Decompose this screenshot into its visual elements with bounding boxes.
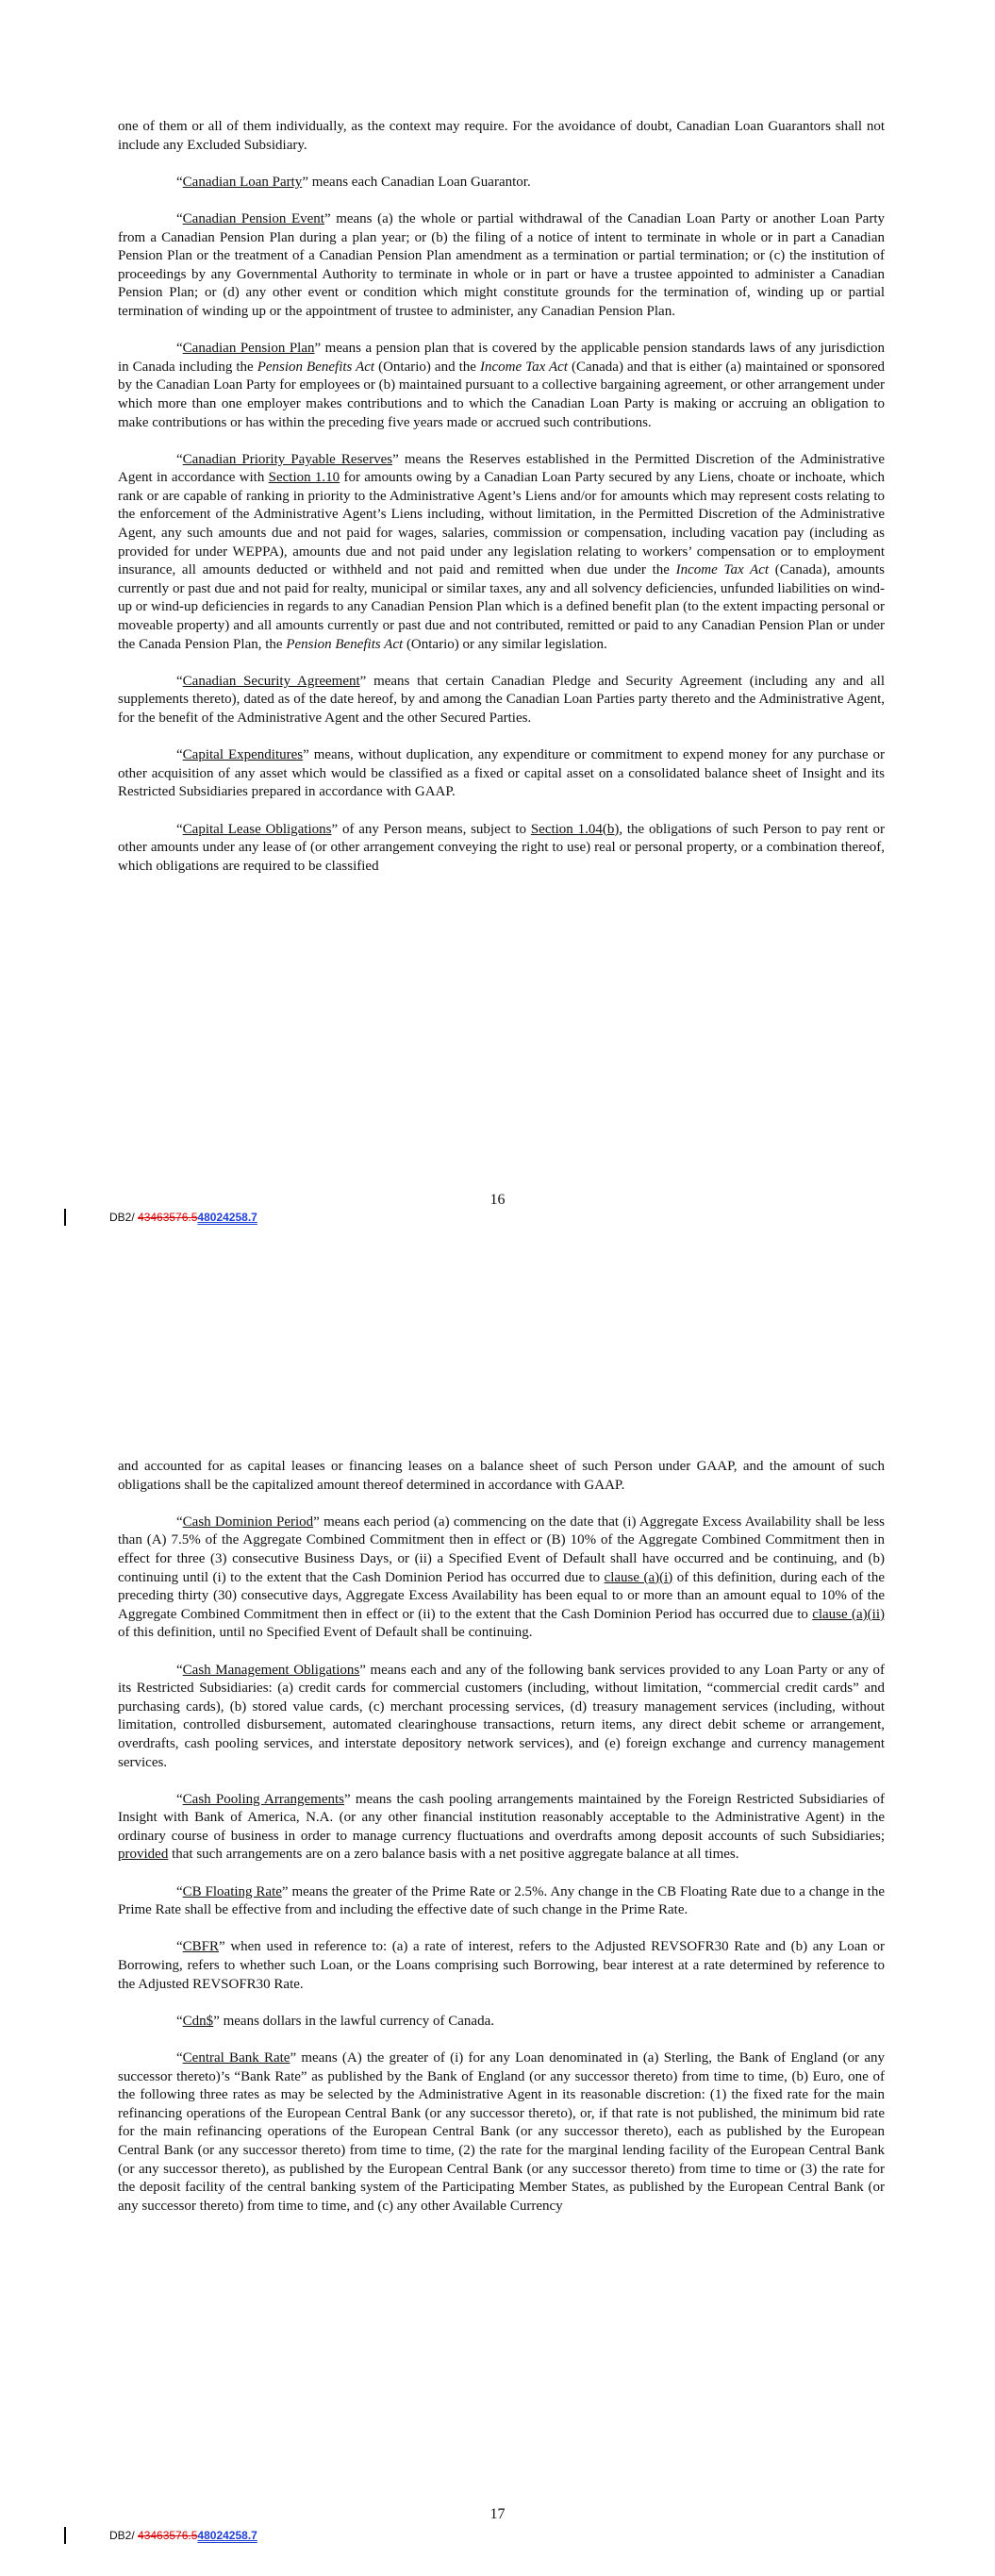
defined-term: Capital Expenditures (182, 747, 304, 763)
page-17-body (118, 1458, 885, 2234)
defined-term: Cdn$ (182, 2013, 214, 2029)
definition-canadian-loan-party: “Canadian Loan Party” means each Canadian Loan Guarantor. (176, 174, 531, 190)
clause-reference: clause (a)(i) (604, 1569, 673, 1585)
defined-term: Canadian Security Agreement (182, 673, 360, 689)
definition-canadian-security-agreement: “Canadian Security Agreement” means that certain Canadian Pledge and Security Agreement (including any and all supplements thereto), dated as of the date hereof, by and among the Canadian Loan Parties party thereto and the Administrative Agent, for the benefit of the Administrative Agent and the other Secured Parties. (118, 673, 885, 726)
definition-canadian-pension-plan: “Canadian Pension Plan” means a pension plan that is covered by the applicable pension standards laws of any jurisdiction in Canada including the Pension Benefits Act (Ontario) and the Income Tax Act (Canada) and that is either (a) maintained or sponsored by the Canadian Loan Party for employees or (b) maintained pursuant to a collective bargaining agreement, or other arrangement under which more than one employer makes contributions and to which the Canadian Loan Party is making or accruing an obligation to make contributions or has within the preceding five years made or accrued such contributions. (118, 341, 885, 430)
inserted-doc-id: 48024258.7 (197, 2529, 257, 2542)
defined-term: CB Floating Rate (182, 1883, 282, 1899)
section-reference: Section 1.04(b) (530, 821, 620, 837)
section-reference: Section 1.10 (268, 470, 340, 486)
defined-term: Capital Lease Obligations (182, 821, 332, 837)
defined-term: CBFR (182, 1939, 220, 1955)
definition-cash-management-obligations: “Cash Management Obligations” means each and any of the following bank services provided to any Loan Party or any of its Restricted Subsidiaries: (a) credit cards for commercial customers (including, without limitation, “commercial credit cards” and purchasing cards), (b) stored value cards, (c) merchant processing services, (d) treasury management services (including, without limitation, controlled disbursement, automated clearinghouse transactions, return items, any direct debit scheme or arrangement, overdrafts, cash pooling services, and interstate depository network services), and (e) foreign exchange and currency management services. (118, 1662, 885, 1770)
change-bar (64, 1209, 66, 1226)
paragraph: and accounted for as capital leases or financing leases on a balance sheet of such Person under GAAP, and the amount of such obligations shall be the capitalized amount thereof determined in accordance with GAAP. (118, 1459, 885, 1493)
defined-term: Canadian Loan Party (182, 174, 303, 190)
page-number: 16 (489, 1192, 506, 1208)
definition-capital-lease-obligations: “Capital Lease Obligations” of any Person means, subject to Section 1.04(b), the obligations of such Person to pay rent or other amounts under any lease of (or other arrangement conveying the right to use) real or personal property, or a combination thereof, which obligations are required to be classified (118, 821, 885, 874)
defined-term: Central Bank Rate (182, 2050, 290, 2066)
document-id-footer: DB2/ 43463576.548024258.7 (109, 2529, 257, 2542)
page-16 (0, 0, 995, 1274)
deleted-doc-id: 43463576.5 (138, 1211, 198, 1224)
page-17 (0, 1458, 995, 2576)
document-id-footer: DB2/ 43463576.548024258.7 (109, 1211, 257, 1224)
paragraph: one of them or all of them individually, as the context may require. For the avoidance of doubt, Canadian Loan Guarantors shall not include any Excluded Subsidiary. (118, 119, 885, 153)
page-number: 17 (489, 2506, 506, 2522)
inserted-doc-id: 48024258.7 (197, 1211, 257, 1224)
proviso: provided (118, 1847, 169, 1863)
definition-cbfr: “CBFR” when used in reference to: (a) a rate of interest, refers to the Adjusted REVSOFR30 Rate and (b) any Loan or Borrowing, refers to whether such Loan, or the Loans comprising such Borrowing, bear interest at a rate determined by reference to the Adjusted REVSOFR30 Rate. (118, 1939, 885, 1992)
defined-term: Canadian Pension Event (182, 210, 324, 226)
defined-term: Cash Dominion Period (182, 1514, 314, 1530)
definition-cash-pooling-arrangements: “Cash Pooling Arrangements” means the cash pooling arrangements maintained by the Foreign Restricted Subsidiaries of Insight with Bank of America, N.A. (or any other financial institution reasonably acceptable to the Administrative Agent) in the ordinary course of business in order to manage currency fluctuations and overdrafts among deposit accounts of such Subsidiaries; provided that such arrangements are on a zero balance basis with a net positive aggregate balance at all times. (118, 1791, 885, 1863)
definition-capital-expenditures: “Capital Expenditures” means, without duplication, any expenditure or commitment to expend money for any purchase or other acquisition of any asset which would be classified as a fixed or capital asset on a consolidated balance sheet of Insight and its Restricted Subsidiaries prepared in accordance with GAAP. (118, 747, 885, 800)
defined-term: Cash Management Obligations (182, 1662, 360, 1678)
deleted-doc-id: 43463576.5 (138, 2529, 198, 2542)
clause-reference: clause (a)(ii) (812, 1606, 885, 1622)
definition-cdn-dollar: “Cdn$” means dollars in the lawful currency of Canada. (176, 2013, 494, 2029)
page-16-body (118, 118, 885, 895)
defined-term: Canadian Priority Payable Reserves (182, 451, 393, 467)
definition-cash-dominion-period: “Cash Dominion Period” means each period (a) commencing on the date that (i) Aggregate Excess Availability shall be less than (A) 7.5% of the Aggregate Combined Commitment then in effect or (B) 10% of the Aggregate Combined Commitment then in effect for three (3) consecutive Business Days, or (ii) a Specified Event of Default shall have occurred and be continuing, and (b) continuing until (i) to the extent that the Cash Dominion Period has occurred due to clause (a)(i) of this definition, during each of the preceding thirty (30) consecutive days, Aggregate Excess Availability has been equal to or more than an amount equal to 10% of the Aggregate Combined Commitment then in effect or (ii) to the extent that the Cash Dominion Period has occurred due to clause (a)(ii) of this definition, until no Specified Event of Default shall be continuing. (118, 1514, 885, 1641)
definition-central-bank-rate: “Central Bank Rate” means (A) the greater of (i) for any Loan denominated in (a) Sterling, the Bank of England (or any successor thereto)’s “Bank Rate” as published by the Bank of England (or any successor thereto) from time to time, (b) Euro, one of the following three rates as may be selected by the Administrative Agent in its reasonable discretion: (1) the fixed rate for the main refinancing operations of the European Central Bank (or any successor thereto), or, if that rate is not published, the minimum bid rate for the main refinancing operations of the European Central Bank (or any successor thereto), each as published by the European Central Bank (or any successor thereto) from time to time, (2) the rate for the marginal lending facility of the European Central Bank (or any successor thereto), as published by the European Central Bank (or any successor thereto) from time to time or (3) the rate for the deposit facility of the central banking system of the Participating Member States, as published by the European Central Bank (or any successor thereto) from time to time, and (c) any other Available Currency (118, 2050, 885, 2214)
definition-canadian-priority-payable-reserves: “Canadian Priority Payable Reserves” means the Reserves established in the Permitted Discretion of the Administrative Agent in accordance with Section 1.10 for amounts owing by a Canadian Loan Party secured by any Liens, choate or inchoate, which rank or are capable of ranking in priority to the Administrative Agent’s Liens and/or for amounts which may represent costs relating to the enforcement of the Administrative Agent’s Liens including, without limitation, in the Permitted Discretion of the Administrative Agent, any such amounts due and not paid for wages, salaries, commission or compensation, including vacation pay (including as provided for under WEPPA), amounts due and not paid under any legislation relating to workers’ compensation or to employment insurance, all amounts deducted or withheld and not paid and remitted when due under the Income Tax Act (Canada), amounts currently or past due and not paid for realty, municipal or similar taxes, any and all solvency deficiencies, unfunded liabilities on wind-up or wind-up deficiencies in regards to any Canadian Pension Plan which is a defined benefit plan (to the extent impacting personal or moveable property) and all amounts currently or past due and not contributed, remitted or paid to any Canadian Pension Plan or under the Canada Pension Plan, the Pension Benefits Act (Ontario) or any similar legislation. (118, 451, 885, 652)
definition-cb-floating-rate: “CB Floating Rate” means the greater of the Prime Rate or 2.5%. Any change in the CB Floating Rate due to a change in the Prime Rate shall be effective from and including the effective date of such change in the Prime Rate. (118, 1883, 886, 1918)
definition-canadian-pension-event: “Canadian Pension Event” means (a) the whole or partial withdrawal of the Canadian Loan Party or another Loan Party from a Canadian Pension Plan during a plan year; or (b) the filing of a notice of intent to terminate in whole or in part a Canadian Pension Plan or the treatment of a Canadian Pension Plan amendment as a termination or partial termination; or (c) the institution of proceedings by any Governmental Authority to terminate in whole or in part or have a trustee appointed to administer a Canadian Pension Plan; or (d) any other event or condition which might constitute grounds for the termination of, winding up or partial termination of winding up or the appointment of trustee to administer, any Canadian Pension Plan. (118, 210, 885, 319)
defined-term: Cash Pooling Arrangements (182, 1791, 345, 1807)
change-bar (64, 2527, 66, 2544)
defined-term: Canadian Pension Plan (182, 341, 315, 357)
